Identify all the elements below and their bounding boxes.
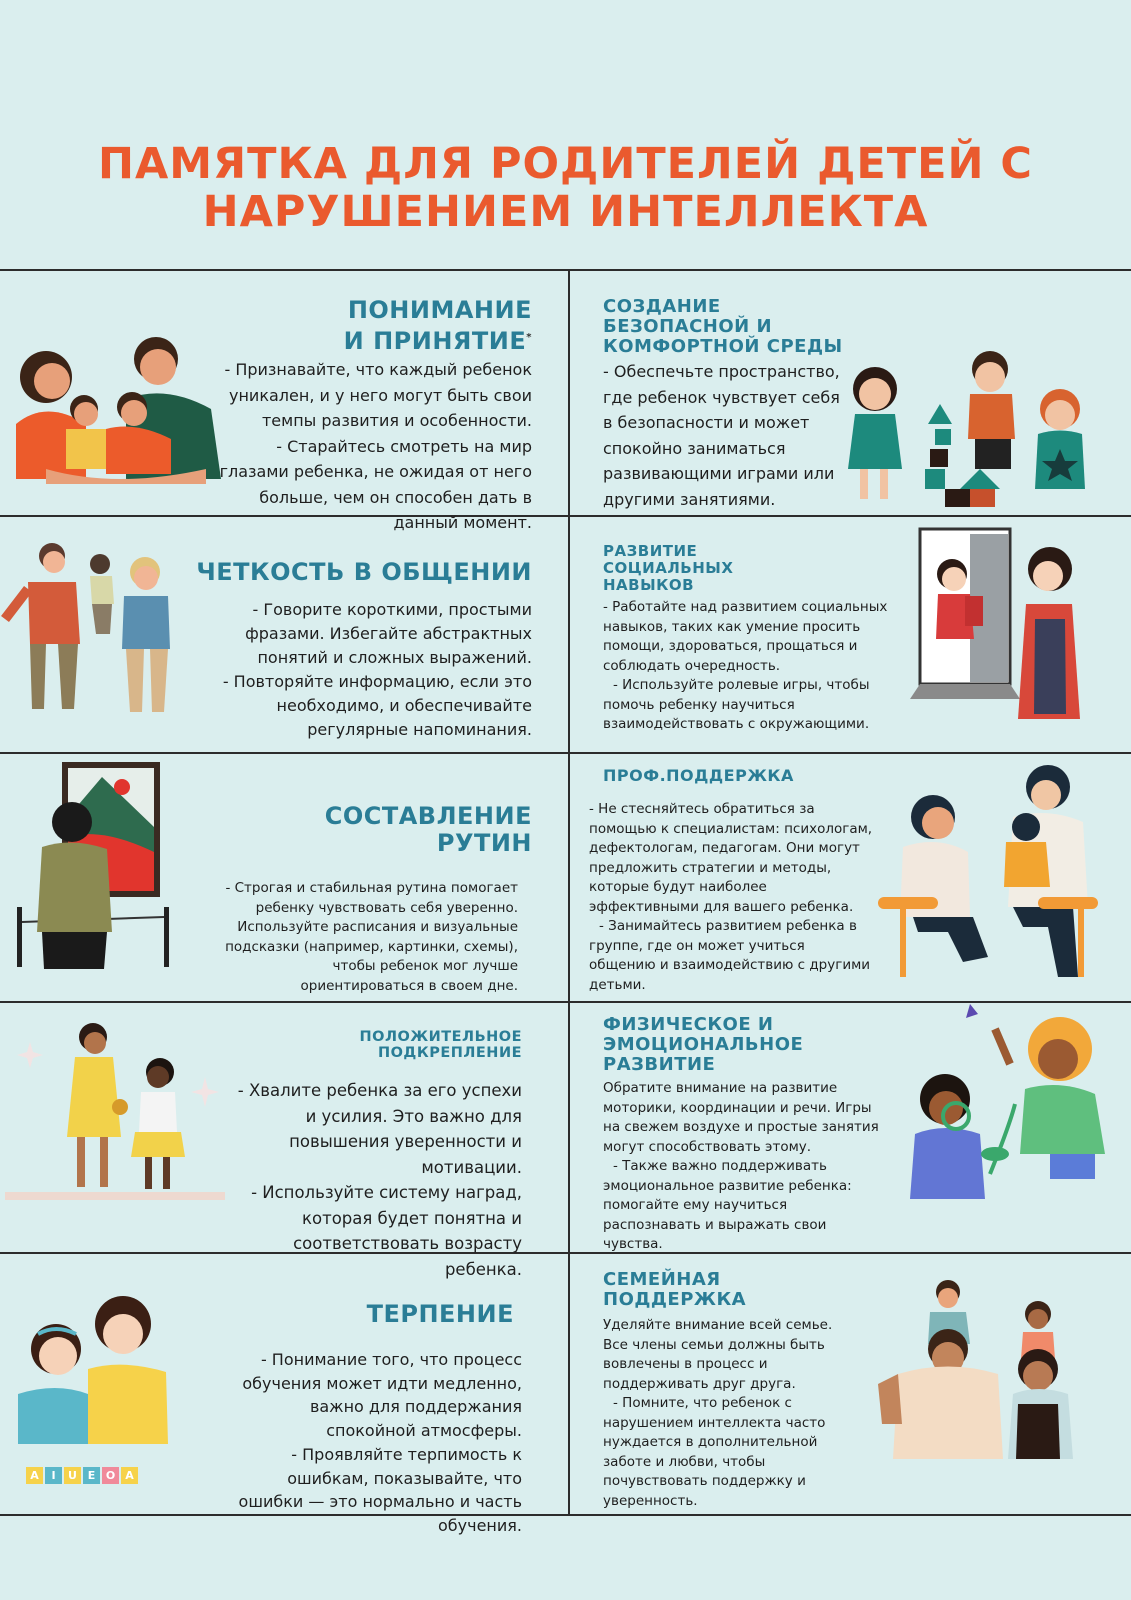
routine-text	[215, 879, 532, 996]
child-greeting-teacher-illustration	[910, 524, 1100, 724]
section-patience	[225, 1301, 522, 1538]
clarity-heading: ЧЕТКОСТЬ В ОБЩЕНИИ	[196, 558, 532, 586]
page-title-line-2: НАРУШЕНИЕМ ИНТЕЛЛЕКТА	[202, 187, 929, 237]
kids-outdoors-illustration	[900, 1004, 1115, 1204]
medal-ceremony-illustration	[5, 1017, 225, 1202]
heading-line: ФИЗИЧЕСКОЕ И	[603, 1014, 774, 1035]
paragraph: - Понимание того, что процесс обучения может идти медленно, важно для поддержания спокойной атмосферы.	[242, 1350, 522, 1441]
section-prof-support	[589, 766, 893, 995]
physical-heading	[603, 1015, 893, 1075]
clarity-text	[190, 598, 532, 742]
heading-text: И ПРИНЯТИЕ	[343, 327, 527, 355]
physical-text	[603, 1079, 888, 1255]
asterisk-mark: *	[526, 332, 532, 343]
section-physical-emotional	[603, 1015, 893, 1255]
paragraph: - Хвалите ребенка за его успехи и усилия. Это важно для повышения уверенности и мотивации.	[237, 1081, 522, 1177]
letter-block: U	[64, 1467, 81, 1484]
family-text	[603, 1316, 843, 1511]
column-divider	[568, 269, 570, 1516]
paragraph: - Используйте систему наград, которая будет понятна и соответствовать возрасту ребенка.	[251, 1183, 522, 1279]
letter-blocks	[26, 1467, 138, 1484]
section-positive-reinforcement	[225, 1029, 522, 1282]
heading-line: НАВЫКОВ	[603, 576, 695, 594]
family-heading	[603, 1270, 848, 1310]
safe-env-heading	[603, 297, 853, 357]
paragraph: - Старайтесь смотреть на мир глазами ребенка, не ожидая от него больше, чем он способен дать в данный момент.	[219, 436, 532, 532]
paragraph: - Повторяйте информацию, если это необходимо, и обеспечивайте регулярные напоминания.	[222, 672, 532, 739]
paragraph: Обратите внимание на развитие моторики, координации и речи. Игры на свежем воздухе и простые занятия могут способствовать этому.	[603, 1080, 879, 1155]
heading-line	[210, 324, 532, 355]
section-social-skills	[603, 543, 903, 735]
family-playing-illustration	[0, 534, 185, 724]
paragraph: - Занимайтесь развитием ребенка в группе, где он может учиться общению и взаимодействию с другими детьми.	[589, 918, 871, 993]
prof-text	[589, 800, 874, 995]
positive-heading	[225, 1029, 522, 1061]
section-routine	[215, 803, 532, 996]
heading-line: СОСТАВЛЕНИЕ	[324, 802, 532, 830]
heading-line: РАЗВИТИЕ	[603, 1054, 716, 1075]
heading-line: ПОДДЕРЖКА	[603, 1289, 747, 1310]
paragraph: - Работайте над развитием социальных навыков, таких как умение просить помощи, здороваться, прощаться и соблюдать очередность.	[603, 599, 888, 674]
letter-block: E	[83, 1467, 100, 1484]
kids-building-blocks-illustration	[840, 349, 1090, 509]
family-hug-illustration	[6, 329, 226, 489]
heading-line: КОМФОРТНОЙ СРЕДЫ	[603, 336, 843, 357]
heading-line: БЕЗОПАСНОЙ И	[603, 316, 773, 337]
page-title	[0, 140, 1131, 236]
paragraph: Уделяйте внимание всей семье. Все члены семьи должны быть вовлечены в процесс и поддерживать друг друга.	[603, 1317, 833, 1392]
letter-block: A	[26, 1467, 43, 1484]
person-viewing-painting-illustration	[12, 757, 182, 972]
paragraph: - Строгая и стабильная рутина помогает ребенку чувствовать себя уверенно. Используйте расписания и визуальные подсказки (например, картинки, схемы), чтобы ребенок мог лучше ориентироваться в своем дне.	[225, 880, 518, 994]
patience-heading: ТЕРПЕНИЕ	[366, 1300, 514, 1328]
paragraph: - Проявляйте терпимость к ошибкам, показывайте, что ошибки — это нормально и часть обучения.	[238, 1444, 522, 1535]
paragraph: - Обеспечьте пространство, где ребенок чувствует себя в безопасности и может спокойно заниматься развивающими играми или другими занятиями.	[603, 362, 840, 509]
divider	[0, 1252, 1131, 1254]
paragraph: - Помните, что ребенок с нарушением интеллекта часто нуждается в дополнительной заботе и любви, чтобы почувствовать поддержку и уверенность.	[603, 1395, 826, 1509]
paragraph: - Также важно поддерживать эмоциональное развитие ребенка: помогайте ему научиться распознавать и выражать свои чувства.	[603, 1158, 852, 1252]
social-text	[603, 598, 903, 735]
safe-env-text	[603, 359, 843, 512]
heading-line: РУТИН	[436, 829, 532, 857]
letter-block: O	[102, 1467, 119, 1484]
paragraph: - Используйте ролевые игры, чтобы помочь ребенку научиться взаимодействовать с окружающими.	[603, 677, 870, 732]
patience-text	[225, 1348, 522, 1538]
divider	[0, 752, 1131, 754]
paragraph: - Признавайте, что каждый ребенок уникален, и у него могут быть свои темпы развития и особенности.	[224, 360, 532, 430]
understanding-heading	[210, 297, 532, 355]
divider	[0, 269, 1131, 271]
prof-heading: ПРОФ.ПОДДЕРЖКА	[603, 766, 794, 785]
section-family-support	[603, 1270, 848, 1511]
section-clarity	[190, 559, 532, 742]
paragraph: - Говорите короткими, простыми фразами. Избегайте абстрактных понятий и сложных выражений.	[245, 600, 532, 667]
doctor-with-family-illustration	[878, 757, 1103, 987]
heading-line: СЕМЕЙНАЯ	[603, 1269, 721, 1290]
positive-text	[225, 1078, 522, 1282]
social-heading	[603, 543, 903, 594]
heading-line: ПОНИМАНИЕ	[347, 296, 532, 324]
heading-line: ПОДКРЕПЛЕНИЕ	[377, 1045, 522, 1061]
section-safe-environment	[603, 297, 853, 512]
routine-heading	[215, 803, 532, 857]
section-understanding	[210, 297, 532, 536]
letter-block: A	[121, 1467, 138, 1484]
heading-line: РАЗВИТИЕ	[603, 542, 698, 560]
content-grid	[0, 269, 1131, 1535]
divider	[0, 1001, 1131, 1003]
understanding-text	[210, 357, 532, 536]
divider	[0, 1514, 1131, 1516]
heading-line: СОЗДАНИЕ	[603, 296, 721, 317]
girls-with-letter-blocks-illustration	[8, 1294, 173, 1464]
divider	[0, 515, 1131, 517]
paragraph: - Не стесняйтесь обратиться за помощью к специалистам: психологам, дефектологам, педагогам. Они могут предложить стратегии и методы, которые будут наиболее эффективными для вашего ребенка.	[589, 801, 873, 915]
page-title-line-1: ПАМЯТКА ДЛЯ РОДИТЕЛЕЙ ДЕТЕЙ С	[98, 139, 1033, 189]
family-piggyback-illustration	[878, 1274, 1103, 1469]
letter-block: I	[45, 1467, 62, 1484]
heading-line: СОЦИАЛЬНЫХ	[603, 559, 734, 577]
heading-line: ПОЛОЖИТЕЛЬНОЕ	[359, 1029, 522, 1045]
heading-line: ЭМОЦИОНАЛЬНОЕ	[603, 1034, 804, 1055]
